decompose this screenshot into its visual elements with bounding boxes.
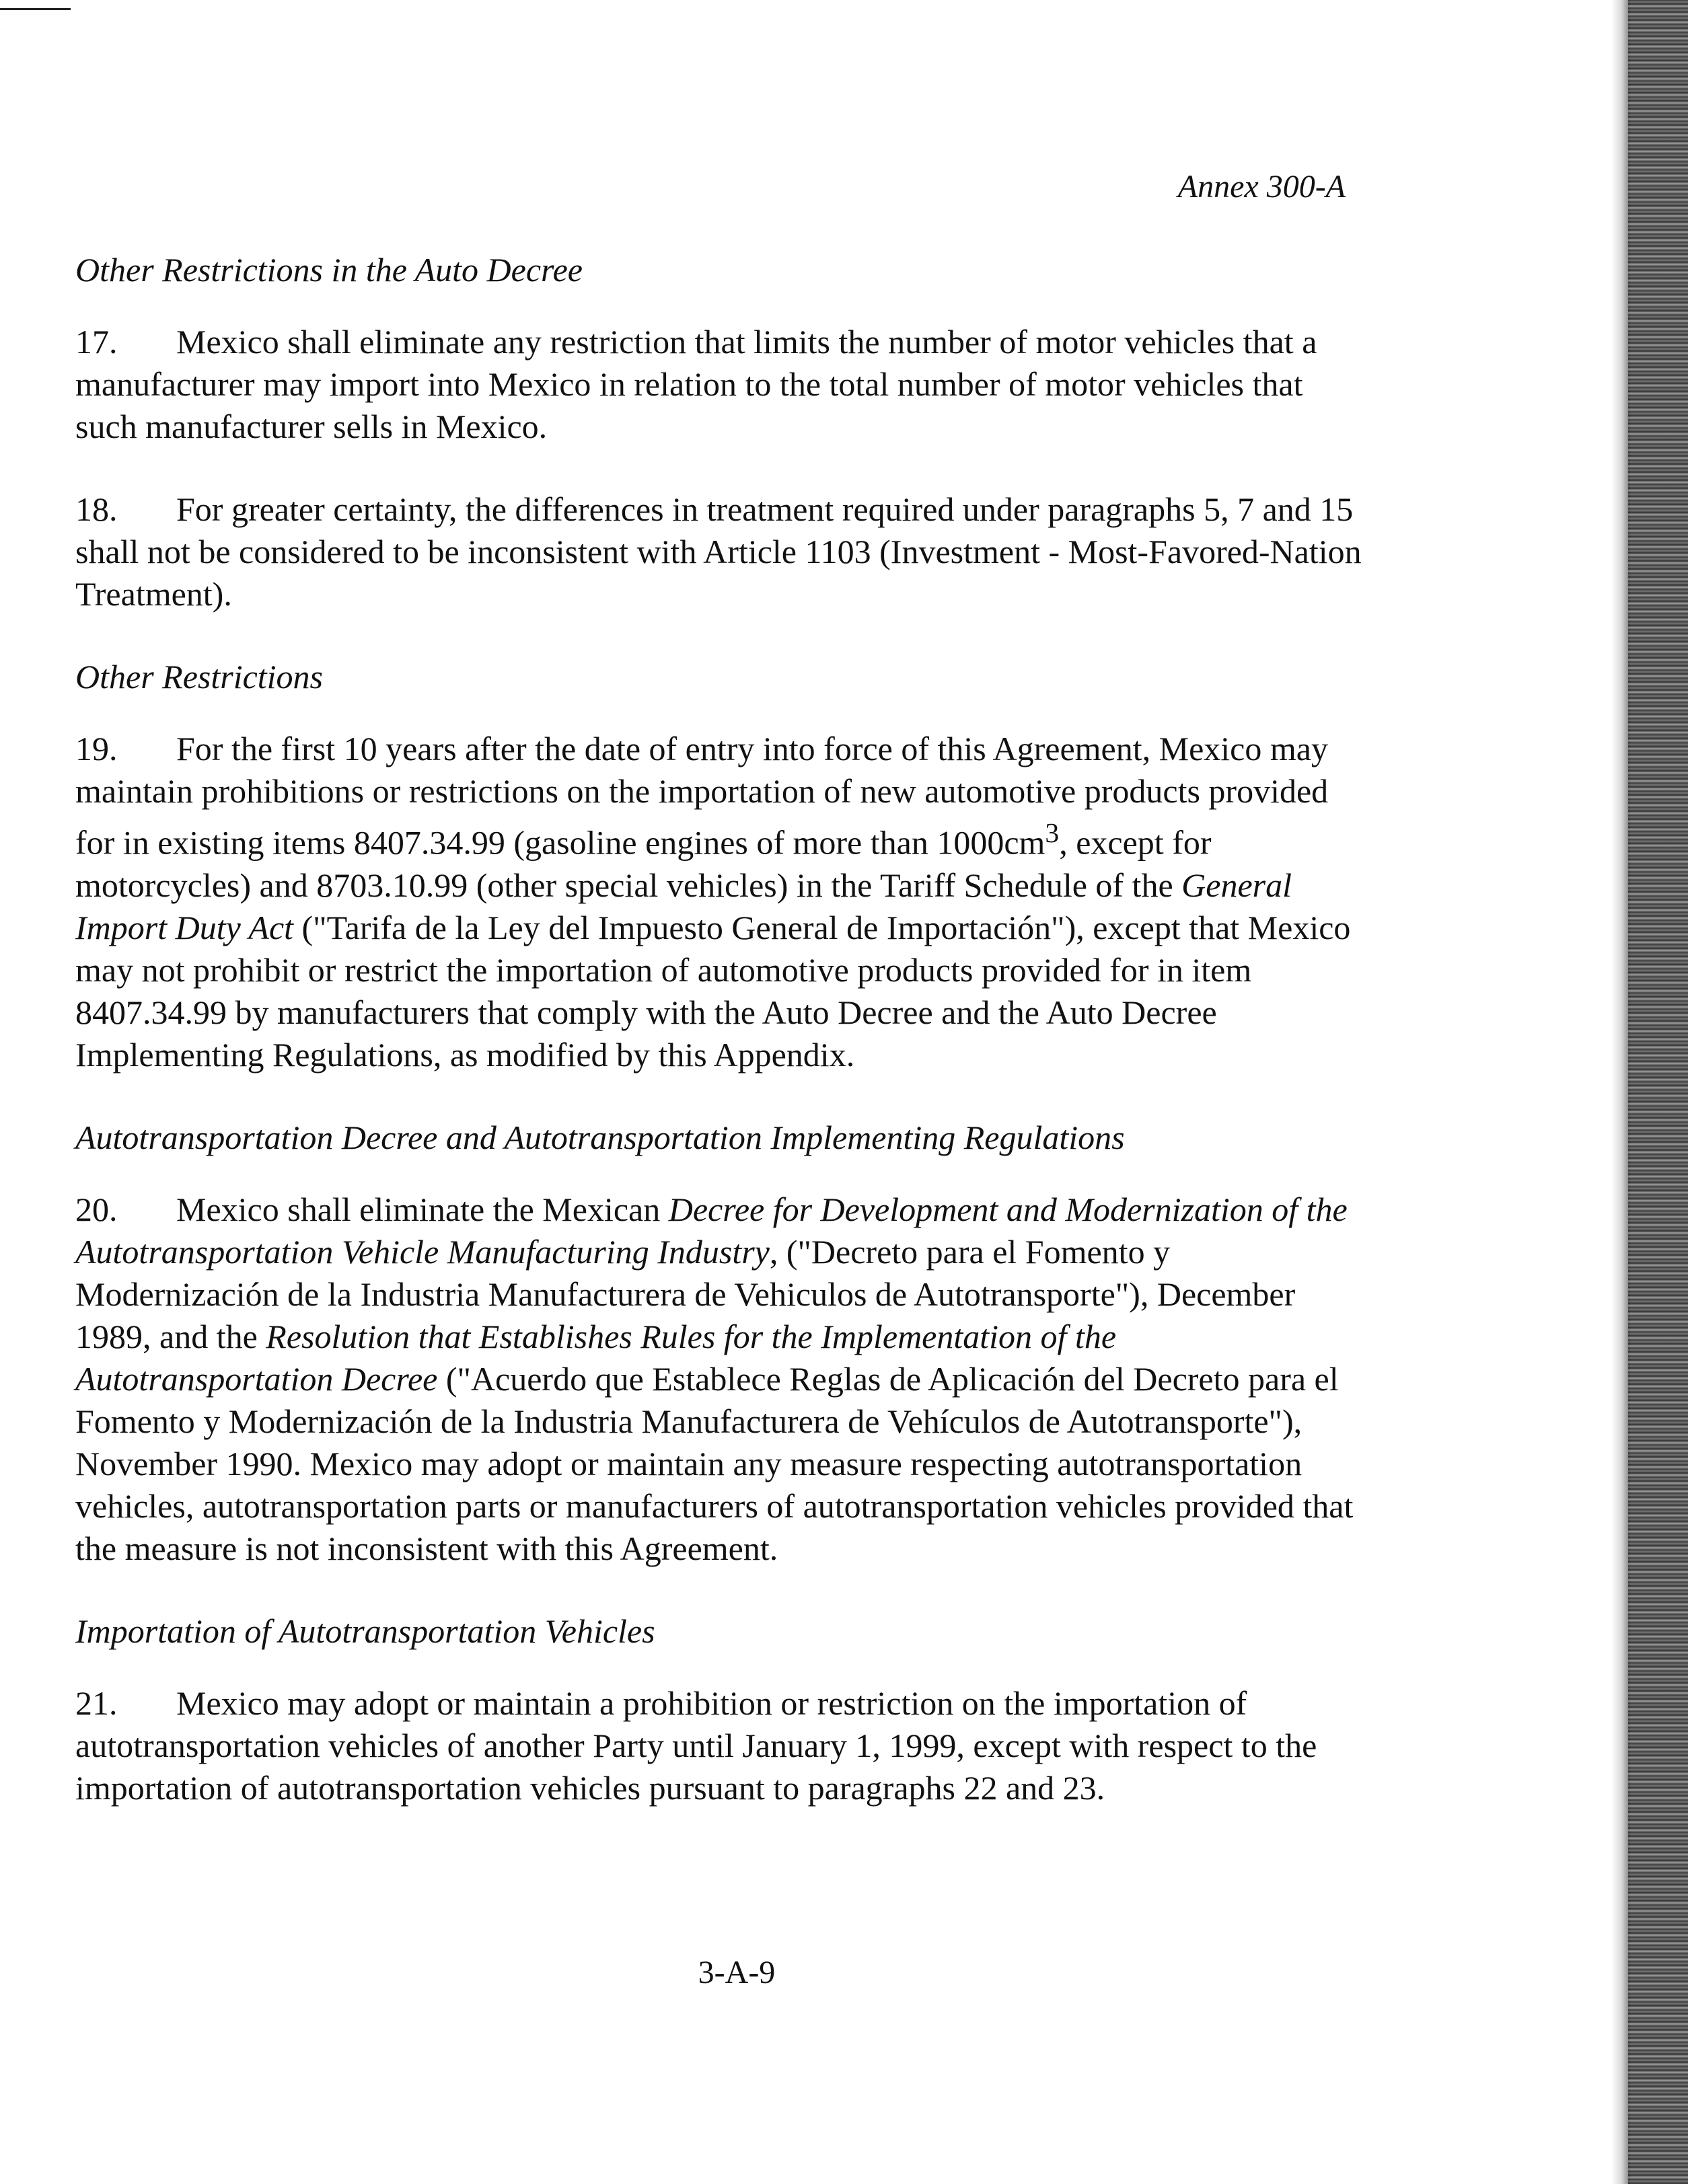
paragraph-number: 20. <box>75 1190 118 1228</box>
paragraph-text: , ("Decreto para el Fomento y Modernización de la Industria Manufacturera de Vehiculos de Autotransporte"), December 1989, and the <box>75 1232 1296 1355</box>
paragraph-19 <box>75 728 1367 1076</box>
paragraph-text: ("Acuerdo que Establece Reglas de Aplicación del Decreto para el Fomento y Modernización de la Industria Manufacturera de Vehículos de Autotransporte"), November 1990. Mexico may adopt or maintain any measure respecting autotransportation vehicles, autotransportation parts or manufacturers of autotransportation vehicles provided that the measure is not inconsistent with this Agreement. <box>75 1359 1354 1567</box>
scan-top-mark <box>0 8 71 10</box>
paragraph-number: 19. <box>75 730 118 767</box>
paragraph-text: ("Tarifa de la Ley del Impuesto General de Importación"), except that Mexico may not prohibit or restrict the importation of automotive products provided for in item 8407.34.99 by manufacturers that comply with the Auto Decree and the Auto Decree Implementing Regulations, as modified by this Appendix. <box>75 908 1351 1074</box>
paragraph-number: 21. <box>75 1684 118 1722</box>
paragraph-number: 18. <box>75 490 118 528</box>
section-heading-other-restrictions: Other Restrictions <box>75 658 324 695</box>
paragraph-text: Mexico shall eliminate the Mexican <box>176 1190 669 1228</box>
italic-act-title: General Import Duty Act <box>75 866 1292 946</box>
paragraph-text: , except for motorcycles) and 8703.10.99 (other special vehicles) in the Tariff Schedule of the <box>75 823 1212 904</box>
italic-decree-title: Decree for Development and Modernization of the Autotransportation Vehicle Manufacturing Industry <box>75 1190 1348 1271</box>
section-heading-auto-decree: Other Restrictions in the Auto Decree <box>75 251 583 289</box>
scan-edge-shadow <box>1611 0 1630 2184</box>
paragraph-text: For greater certainty, the differences in treatment required under paragraphs 5, 7 and 15 shall not be considered to be inconsistent with Article 1103 (Investment - Most-Favored-Nation Treatment). <box>75 490 1362 613</box>
paragraph-17 <box>75 321 1367 448</box>
document-body <box>75 249 1367 1850</box>
paragraph-text: Mexico may adopt or maintain a prohibition or restriction on the importation of autotransportation vehicles of another Party until January 1, 1999, except with respect to the importation of autotransportation vehicles pursuant to paragraphs 22 and 23. <box>75 1684 1317 1807</box>
section-heading-importation: Importation of Autotransportation Vehicles <box>75 1612 655 1650</box>
paragraph-text: Mexico shall eliminate any restriction that limits the number of motor vehicles that a manufacturer may import into Mexico in relation to the total number of motor vehicles that such manufacturer sells in Mexico. <box>75 323 1317 445</box>
italic-resolution-title: Resolution that Establishes Rules for the Implementation of the Autotransportation Decree <box>75 1317 1117 1398</box>
paragraph-text: For the first 10 years after the date of entry into force of this Agreement, Mexico may maintain prohibitions or restrictions on the importation of new automotive products provided for in existing items 8407.34.99 (gasoline engines of more than 1000cm <box>75 730 1329 862</box>
paragraph-18 <box>75 488 1367 615</box>
paragraph-20 <box>75 1189 1367 1570</box>
annex-header: Annex 300-A <box>1177 169 1346 204</box>
page-number: 3-A-9 <box>698 1955 776 1990</box>
paragraph-21 <box>75 1682 1367 1809</box>
superscript: 3 <box>1045 818 1060 849</box>
scan-edge <box>1628 0 1688 2184</box>
paragraph-number: 17. <box>75 323 118 361</box>
section-heading-autotransportation-decree: Autotransportation Decree and Autotransportation Implementing Regulations <box>75 1118 1125 1156</box>
